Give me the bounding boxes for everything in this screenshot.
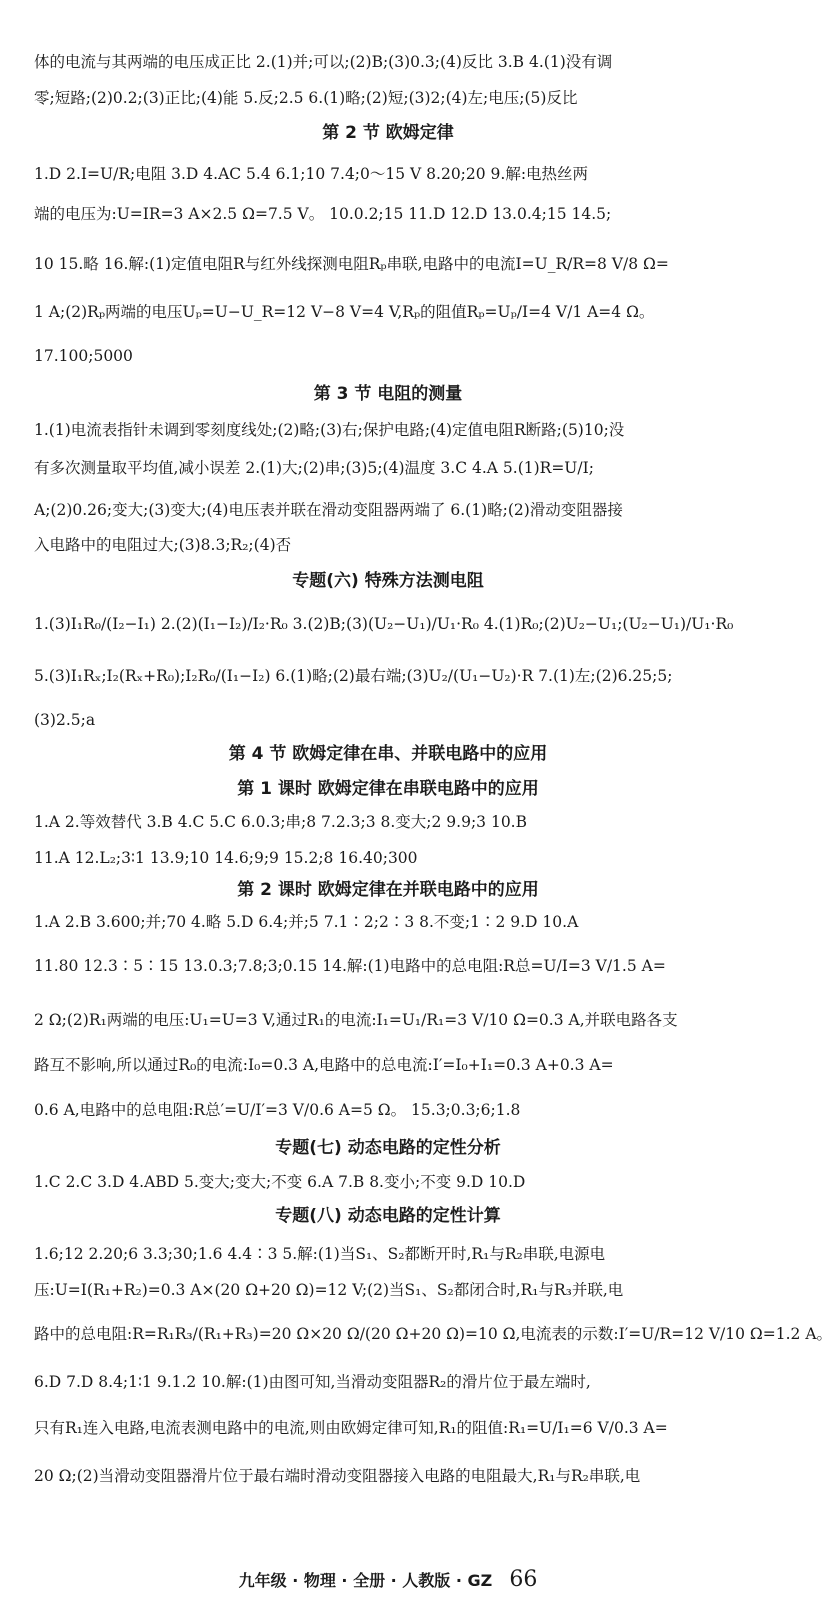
page-footer bbox=[0, 1567, 776, 1597]
text-line: 1.C 2.C 3.D 4.ABD 5.变大;变大;不变 6.A 7.B 8.变小;不变 9.D 10.D bbox=[34, 1173, 526, 1191]
text-line: 入电路中的电阻过大;(3)8.3;R₂;(4)否 bbox=[34, 536, 292, 554]
text-line: 10 15.略 16.解:(1)定值电阻R与红外线探测电阻Rₚ串联,电路中的电流I=U_R/R=8 V/8 Ω= bbox=[34, 255, 669, 273]
text-line: 路中的总电阻:R=R₁R₃/(R₁+R₃)=20 Ω×20 Ω/(20 Ω+20 Ω)=10 Ω,电流表的示数:I′=U/R=12 V/10 Ω=1.2 A。 bbox=[34, 1325, 832, 1343]
text-line: 1.D 2.I=U/R;电阻 3.D 4.AC 5.4 6.1;10 7.4;0～15 V 8.20;20 9.解:电热丝两 bbox=[34, 165, 589, 183]
section-heading: 专题(七) 动态电路的定性分析 bbox=[275, 1138, 501, 1158]
text-line: 11.A 12.L₂;3∶1 13.9;10 14.6;9;9 15.2;8 16.40;300 bbox=[34, 849, 418, 867]
text-line: 6.D 7.D 8.4;1∶1 9.1.2 10.解:(1)由图可知,当滑动变阻器R₂的滑片位于最左端时, bbox=[34, 1373, 591, 1391]
text-line: 1.(3)I₁R₀/(I₂−I₁) 2.(2)(I₁−I₂)/I₂·R₀ 3.(2)B;(3)(U₂−U₁)/U₁·R₀ 4.(1)R₀;(2)U₂−U₁;(U₂−U₁)/U₁·R₀ bbox=[34, 615, 734, 633]
section-heading: 专题(八) 动态电路的定性计算 bbox=[275, 1206, 501, 1226]
text-line: 20 Ω;(2)当滑动变阻器滑片位于最右端时滑动变阻器接入电路的电阻最大,R₁与R₂串联,电 bbox=[34, 1467, 641, 1485]
text-line: 体的电流与其两端的电压成正比 2.(1)并;可以;(2)B;(3)0.3;(4)反比 3.B 4.(1)没有调 bbox=[34, 53, 613, 71]
text-line: 1.A 2.等效替代 3.B 4.C 5.C 6.0.3;串;8 7.2.3;3 8.变大;2 9.9;3 10.B bbox=[34, 813, 528, 831]
text-line: 压:U=I(R₁+R₂)=0.3 A×(20 Ω+20 Ω)=12 V;(2)当S₁、S₂都闭合时,R₁与R₃并联,电 bbox=[34, 1281, 624, 1299]
text-line: 17.100;5000 bbox=[34, 347, 133, 365]
section-heading: 第 3 节 电阻的测量 bbox=[313, 384, 463, 404]
text-line: (3)2.5;a bbox=[34, 711, 96, 729]
text-line: A;(2)0.26;变大;(3)变大;(4)电压表并联在滑动变阻器两端了 6.(1)略;(2)滑动变阻器接 bbox=[34, 501, 623, 519]
text-line: 1 A;(2)Rₚ两端的电压Uₚ=U−U_R=12 V−8 V=4 V,Rₚ的阻值Rₚ=Uₚ/I=4 V/1 A=4 Ω。 bbox=[34, 303, 655, 321]
subsection-heading: 第 2 课时 欧姆定律在并联电路中的应用 bbox=[237, 880, 539, 900]
text-line: 2 Ω;(2)R₁两端的电压:U₁=U=3 V,通过R₁的电流:I₁=U₁/R₁=3 V/10 Ω=0.3 A,并联电路各支 bbox=[34, 1011, 678, 1029]
text-line: 5.(3)I₁Rₓ;I₂(Rₓ+R₀);I₂R₀/(I₁−I₂) 6.(1)略;(2)最右端;(3)U₂/(U₁−U₂)·R 7.(1)左;(2)6.25;5; bbox=[34, 667, 673, 685]
text-line: 1.(1)电流表指针未调到零刻度线处;(2)略;(3)右;保护电路;(4)定值电阻R断路;(5)10;没 bbox=[34, 421, 625, 439]
subsection-heading: 第 1 课时 欧姆定律在串联电路中的应用 bbox=[237, 779, 539, 799]
section-heading: 第 4 节 欧姆定律在串、并联电路中的应用 bbox=[228, 744, 548, 764]
text-line: 只有R₁连入电路,电流表测电路中的电流,则由欧姆定律可知,R₁的阻值:R₁=U/I₁=6 V/0.3 A= bbox=[34, 1419, 668, 1437]
text-line: 路互不影响,所以通过R₀的电流:I₀=0.3 A,电路中的总电流:I′=I₀+I₁=0.3 A+0.3 A= bbox=[34, 1056, 614, 1074]
text-line: 1.A 2.B 3.600;并;70 4.略 5.D 6.4;并;5 7.1∶2;2∶3 8.不变;1∶2 9.D 10.A bbox=[34, 913, 579, 931]
text-line: 端的电压为:U=IR=3 A×2.5 Ω=7.5 V。 10.0.2;15 11.D 12.D 13.0.4;15 14.5; bbox=[34, 205, 612, 223]
footer-label: 九年级 · 物理 · 全册 · 人教版 · GZ bbox=[238, 1571, 493, 1590]
page-number: 66 bbox=[509, 1567, 538, 1592]
section-heading: 第 2 节 欧姆定律 bbox=[322, 123, 454, 143]
text-line: 11.80 12.3∶5∶15 13.0.3;7.8;3;0.15 14.解:(1)电路中的总电阻:R总=U/I=3 V/1.5 A= bbox=[34, 957, 666, 975]
text-line: 有多次测量取平均值,减小误差 2.(1)大;(2)串;(3)5;(4)温度 3.C 4.A 5.(1)R=U/I; bbox=[34, 459, 594, 477]
text-line: 1.6;12 2.20;6 3.3;30;1.6 4.4∶3 5.解:(1)当S₁、S₂都断开时,R₁与R₂串联,电源电 bbox=[34, 1245, 606, 1263]
section-heading: 专题(六) 特殊方法测电阻 bbox=[292, 571, 484, 591]
text-line: 零;短路;(2)0.2;(3)正比;(4)能 5.反;2.5 6.(1)略;(2)短;(3)2;(4)左;电压;(5)反比 bbox=[34, 89, 578, 107]
text-line: 0.6 A,电路中的总电阻:R总′=U/I′=3 V/0.6 A=5 Ω。 15.3;0.3;6;1.8 bbox=[34, 1101, 521, 1119]
